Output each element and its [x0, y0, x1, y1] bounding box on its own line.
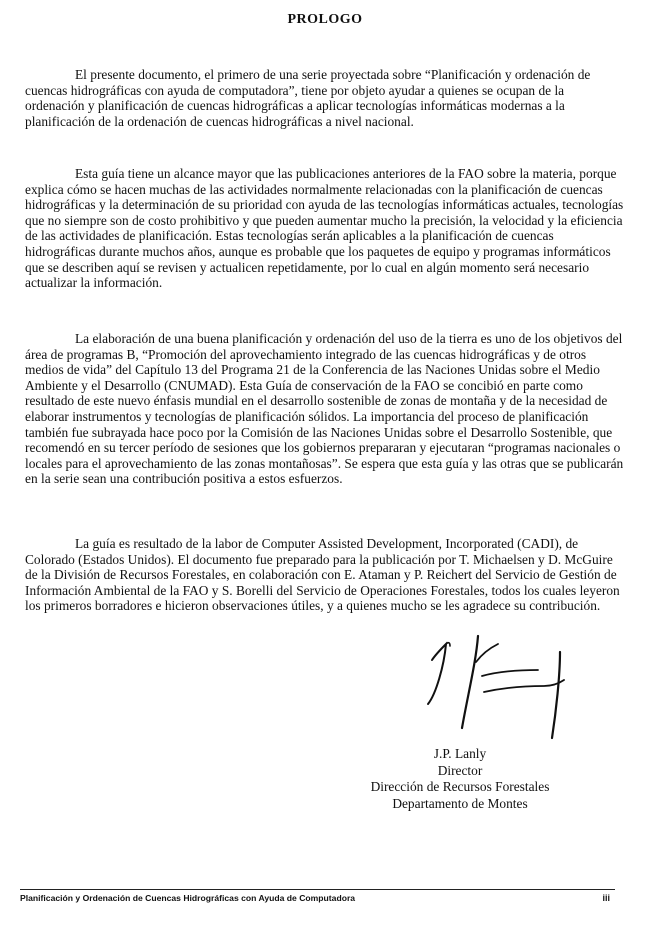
footer-divider	[20, 889, 615, 890]
paragraph-4: La guía es resultado de la labor de Computer Assisted Development, Incorporated (CADI), de Colorado (Estados Unidos). El documento fue preparado para la publicación por T. Michaelsen y D. McGuire de la División de Recursos Forestales, en colaboración con E. Ataman y P. Reichert del Servicio de Gestión de Información Ambiental de la FAO y S. Borelli del Servicio de Operaciones Forestales, todos los cuales leyeron los primeros borradores e hicieron observaciones útiles, y a quienes mucho se les agradece su contribución.	[25, 536, 620, 614]
signatory-title: Director	[437, 762, 483, 778]
footer-title: Planificación y Ordenación de Cuencas Hidrográficas con Ayuda de Computadora	[20, 893, 356, 903]
signatory-name: J.P. Lanly	[433, 746, 487, 761]
signature-block	[340, 746, 580, 812]
paragraph-3: La elaboración de una buena planificación y ordenación del uso de la tierra es uno de los objetivos del área de programas B, “Promoción del aprovechamiento integrado de las cuencas hidrográficas y de otros medios de vida” del Capítulo 13 del Programa 21 de la Conferencia de las Naciones Unidas sobre el Medio Ambiente y el Desarrollo (CNUMAD). Esta Guía de conservación de la FAO se concibió en parte como resultado de este nuevo énfasis mundial en el desarrollo sostenible de zonas de montaña y de la necesidad de elaborar instrumentos y tecnologías de planificación sólidos. La importancia del proceso de planificación también fue subrayada hace poco por la Comisión de las Naciones Unidas sobre el Desarrollo Sostenible, que recomendó en su tercer período de sesiones que los gobiernos prepararan y ejecutaran “programas nacionales o locales para el aprovechamiento de las zonas montañosas”. Se espera que esta guía y las otras que se publicarán en la serie sean una contribución positiva a estos esfuerzos.	[25, 331, 624, 487]
signatory-department: Departamento de Montes	[392, 795, 528, 811]
page-title: PROLOGO	[287, 12, 363, 27]
page-number: iii	[602, 893, 610, 903]
handwritten-signature	[420, 632, 580, 744]
signatory-division: Dirección de Recursos Forestales	[370, 779, 550, 794]
paragraph-1: El presente documento, el primero de una serie proyectada sobre “Planificación y ordenación de cuencas hidrográficas con ayuda de computadora”, tiene por objeto ayudar a quienes se ocupan de la ordenación y planificación de cuencas hidrográficas a aplicar tecnologías informáticas modernas a la planificación de la ordenación de cuencas hidrográficas a nivel nacional.	[25, 67, 591, 129]
paragraph-2: Esta guía tiene un alcance mayor que las publicaciones anteriores de la FAO sobre la materia, porque explica cómo se hacen muchas de las actividades normalmente relacionadas con la planificación de cuencas hidrográficas y la determinación de su prioridad con ayuda de las tecnologías informáticas actuales, tecnologías que no siempre son de costo prohibitivo y que pueden aumentar mucho la precisión, la velocidad y la eficiencia de las actividades de planificación. Estas tecnologías serán aplicables a la planificación de cuencas hidrográficas durante muchos años, aunque es probable que los paquetes de equipo y programas informáticos que se describen aquí se revisen y actualicen repetidamente, por lo cual en algún momento será necesario actualizar la información.	[25, 166, 624, 291]
